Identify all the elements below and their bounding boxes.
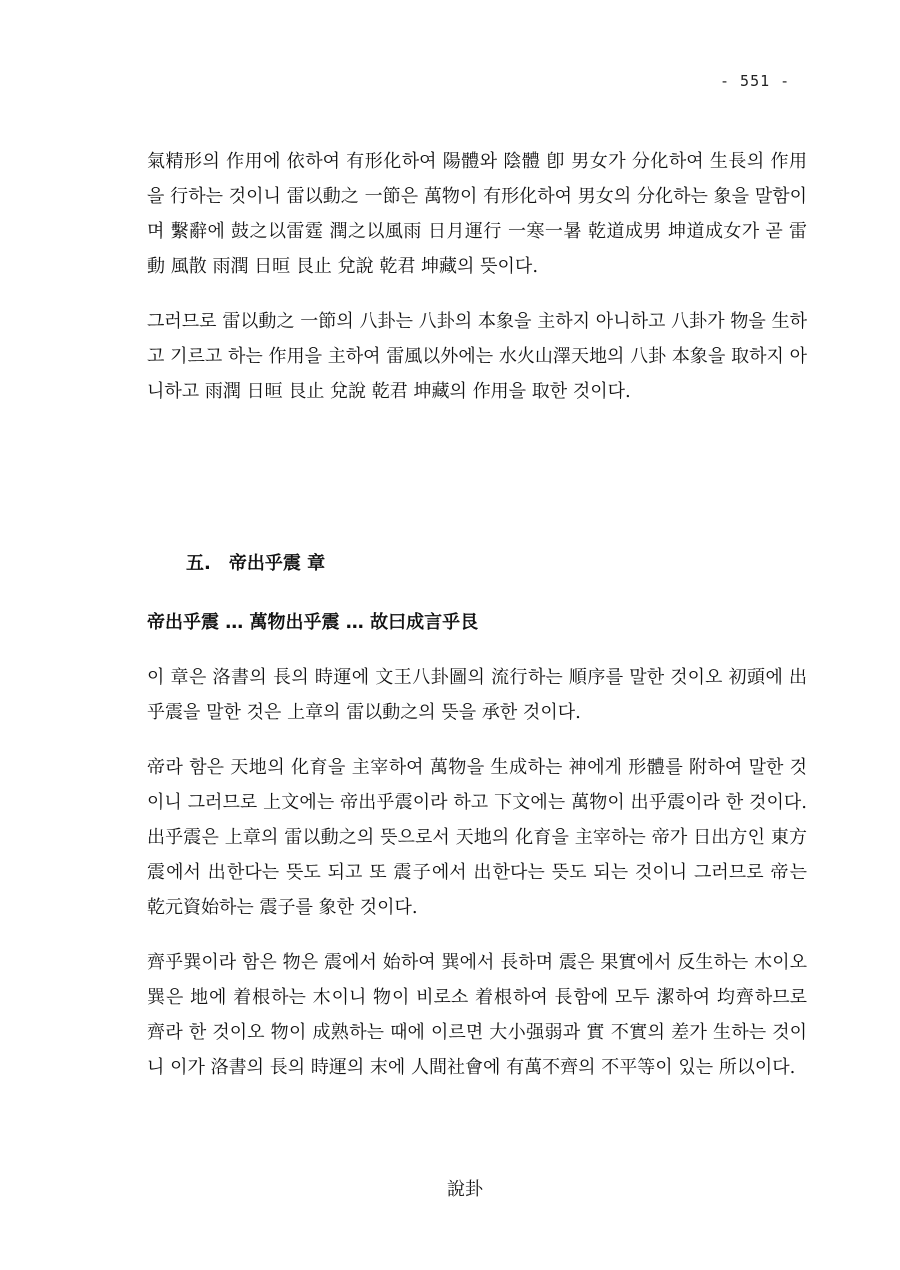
page-footer: 說卦 — [447, 1179, 483, 1200]
section-heading — [186, 549, 325, 575]
sub-heading: 帝出乎震 … 萬物出乎震 … 故曰成言乎艮 — [147, 612, 479, 633]
paragraph-5: 齊乎巽이라 함은 物은 震에서 始하여 巽에서 長하며 震은 果實에서 反生하는 木이오 巽은 地에 着根하는 木이니 物이 비로소 着根하여 長함에 모두 潔하여 均齊하므로 齊라 한 것이오 物이 成熟하는 때에 이르면 大小强弱과 實 不實의 差가 生하는 것이니 이가 洛書의 長의 時運의 末에 人間社會에 有萬不齊의 不平等이 있는 所以이다. — [147, 952, 807, 1078]
page-number: - 551 - — [720, 72, 791, 90]
paragraph-1: 氣精形의 作用에 依하여 有形化하여 陽體와 陰體 卽 男女가 分化하여 生長의 作用을 行하는 것이니 雷以動之 一節은 萬物이 有形化하여 男女의 分化하는 象을 말함이며 繫辭에 鼓之以雷霆 潤之以風雨 日月運行 一寒一暑 乾道成男 坤道成女가 곧 雷動 風散 雨潤 日晅 艮止 兌說 乾君 坤藏의 뜻이다. — [147, 151, 807, 277]
section-two-body — [147, 660, 807, 1085]
paragraph-3: 이 章은 洛書의 長의 時運에 文王八卦圖의 流行하는 順序를 말한 것이오 初頭에 出乎震을 말한 것은 上章의 雷以動之의 뜻을 承한 것이다. — [147, 667, 807, 723]
paragraph-2: 그러므로 雷以動之 一節의 八卦는 八卦의 本象을 主하지 아니하고 八卦가 物을 生하고 기르고 하는 作用을 主하여 雷風以外에는 水火山澤天地의 八卦 本象을 取하지 아니하고 雨潤 日晅 艮止 兌說 乾君 坤藏의 作用을 取한 것이다. — [147, 311, 807, 402]
paragraph-4: 帝라 함은 天地의 化育을 主宰하여 萬物을 生成하는 神에게 形體를 附하여 말한 것이니 그러므로 上文에는 帝出乎震이라 하고 下文에는 萬物이 出乎震이라 한 것이다. 出乎震은 上章의 雷以動之의 뜻으로서 天地의 化育을 主宰하는 帝가 日出方인 東方震에서 出한다는 뜻도 되고 또 震子에서 出한다는 뜻도 되는 것이니 그러므로 帝는 乾元資始하는 震子를 象한 것이다. — [147, 757, 807, 918]
section-one-body — [147, 144, 807, 409]
section-number: 五. — [186, 553, 211, 574]
section-title: 帝出乎震 章 — [228, 553, 326, 574]
